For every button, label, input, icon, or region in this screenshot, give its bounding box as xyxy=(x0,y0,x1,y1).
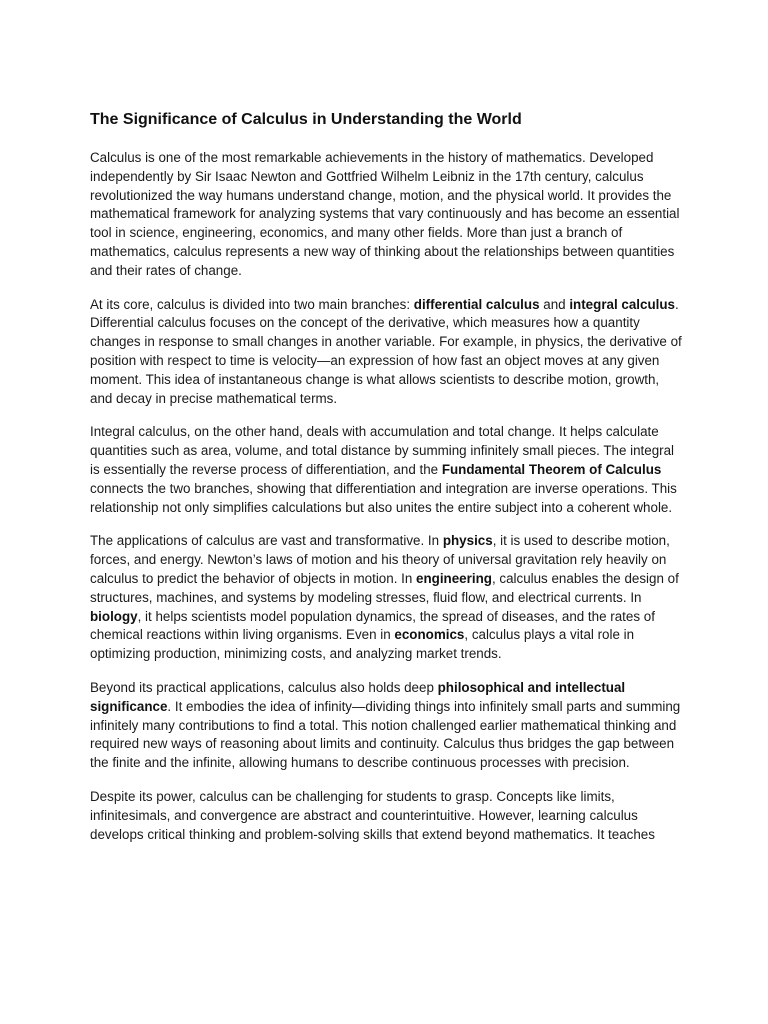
bold-term: philosophical and intellectual significance xyxy=(90,679,626,714)
paragraph-text: The applications of calculus are vast and transformative. In xyxy=(90,533,443,549)
paragraph-text: connects the two branches, showing that differentiation and integration are inverse operations. This relationship not only simplifies calculations but also unites the entire subject into a coherent whole. xyxy=(90,480,677,515)
bold-term: physics xyxy=(442,533,493,549)
paragraph-text: , calculus plays a vital role in optimizing production, minimizing costs, and analyzing market trends. xyxy=(90,627,635,662)
paragraph-text: Beyond its practical applications, calculus also holds deep xyxy=(90,679,438,695)
bold-term: economics xyxy=(394,627,465,643)
bold-term: integral calculus xyxy=(569,296,676,312)
paragraph-text: At its core, calculus is divided into two main branches: xyxy=(90,296,414,312)
document-body xyxy=(90,149,682,844)
paragraph-text: . Differential calculus focuses on the concept of the derivative, which measures how a quantity changes in response to small changes in another variable. For example, in physics, the derivative of position with respect to time is velocity—an expression of how fast an object moves at any given moment. This idea of instantaneous change is what allows scientists to describe motion, growth, and decay in precise mathematical terms. xyxy=(90,296,682,406)
paragraph-text: and xyxy=(539,296,570,312)
paragraph-text: , it helps scientists model population dynamics, the spread of diseases, and the rates of chemical reactions within living organisms. Even in xyxy=(90,608,655,643)
document-page xyxy=(90,109,682,859)
paragraph xyxy=(90,532,682,664)
bold-term: differential calculus xyxy=(413,296,540,312)
paragraph-text: Despite its power, calculus can be challenging for students to grasp. Concepts like limits, infinitesimals, and convergence are abstract and counterintuitive. However, learning calculus develops critical thinking and problem-solving skills that extend beyond mathematics. It teaches xyxy=(90,788,655,842)
paragraph xyxy=(90,679,682,773)
bold-term: biology xyxy=(90,608,138,624)
paragraph xyxy=(90,296,682,409)
paragraph xyxy=(90,788,682,844)
paragraph xyxy=(90,149,682,281)
paragraph-text: , it is used to describe motion, forces, and energy. Newton’s laws of motion and his theory of universal gravitation rely heavily on calculus to predict the behavior of objects in motion. In xyxy=(90,533,670,586)
paragraph-text: Integral calculus, on the other hand, deals with accumulation and total change. It helps calculate quantities such as area, volume, and total distance by summing infinitely small pieces. The integral is essentially the reverse process of differentiation, and the xyxy=(90,424,675,477)
paragraph-text: . It embodies the idea of infinity—dividing things into infinitely small parts and summing infinitely many contributions to find a total. This notion challenged earlier mathematical thinking and required new ways of reasoning about limits and continuity. Calculus thus bridges the gap between the finite and the infinite, allowing humans to describe continuous processes with precision. xyxy=(90,698,681,771)
document-title: The Significance of Calculus in Understanding the World xyxy=(90,111,522,128)
paragraph-text: Calculus is one of the most remarkable achievements in the history of mathematics. Developed independently by Sir Isaac Newton and Gottfried Wilhelm Leibniz in the 17th century, calculus revolutionized the way humans understand change, motion, and the physical world. It provides the mathematical framework for analyzing systems that vary continuously and has become an essential tool in science, engineering, economics, and many other fields. More than just a branch of mathematics, calculus represents a new way of thinking about the relationships between quantities and their rates of change. xyxy=(90,150,680,278)
bold-term: engineering xyxy=(416,570,492,586)
bold-term: Fundamental Theorem of Calculus xyxy=(441,461,662,477)
paragraph xyxy=(90,423,682,517)
paragraph-text: , calculus enables the design of structures, machines, and systems by modeling stresses, fluid flow, and electrical currents. In xyxy=(90,570,679,605)
